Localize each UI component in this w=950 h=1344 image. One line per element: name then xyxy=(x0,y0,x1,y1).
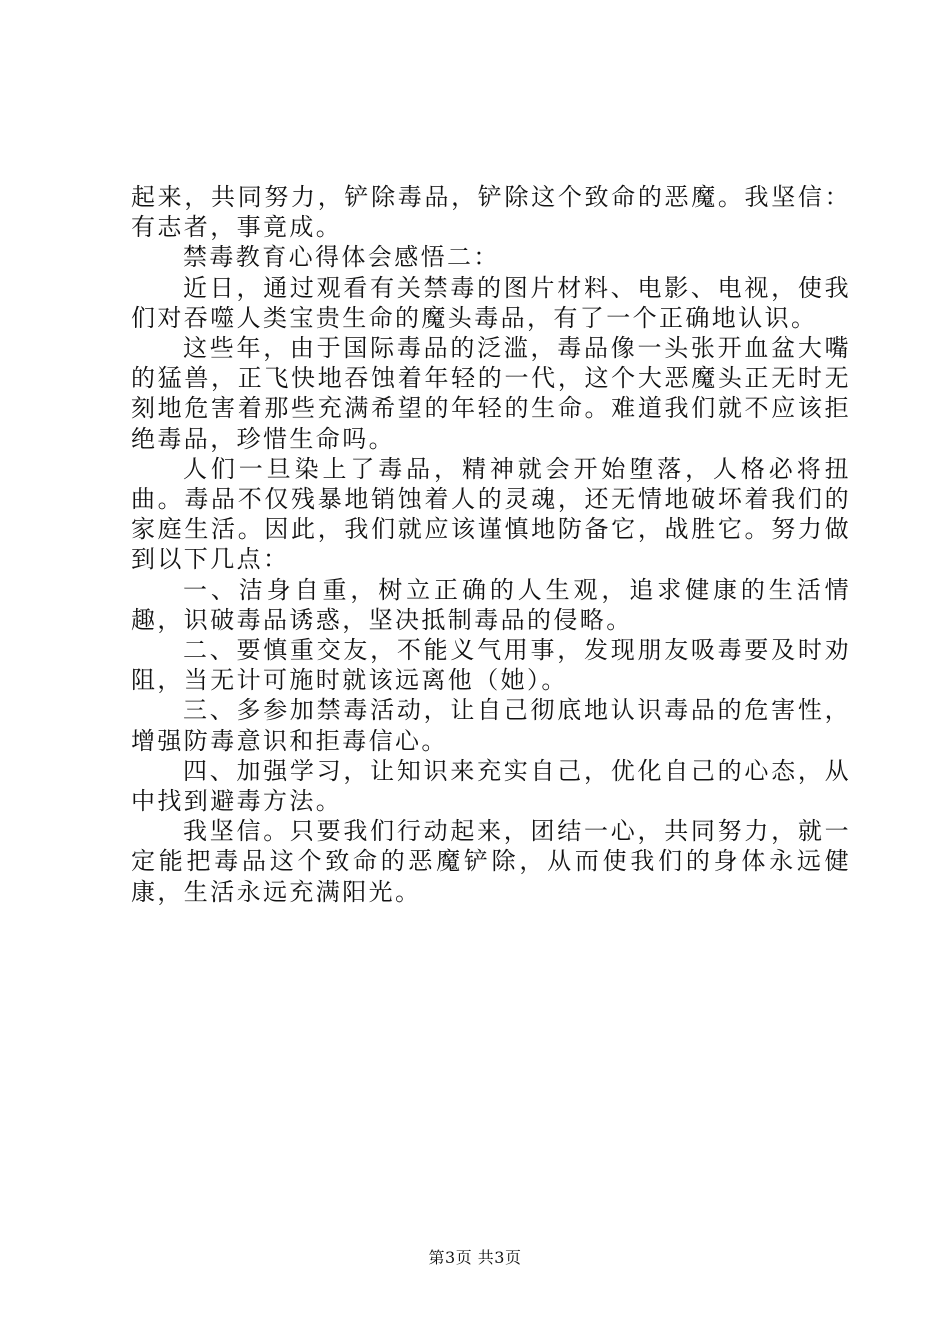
paragraph: 这些年，由于国际毒品的泛滥，毒品像一头张开血盆大嘴的猛兽，正飞快地吞蚀着年轻的一代，这个大恶魔头正无时无刻地危害着那些充满希望的年轻的生命。难道我们就不应该拒绝毒品，珍惜生命吗。 xyxy=(131,334,851,453)
list-item: 一、洁身自重，树立正确的人生观，追求健康的生活情趣，识破毒品诱惑，坚决抵制毒品的侵略。 xyxy=(131,575,851,634)
paragraph-conclusion: 我坚信。只要我们行动起来，团结一心，共同努力，就一定能把毒品这个致命的恶魔铲除，从而使我们的身体永远健康，生活永远充满阳光。 xyxy=(131,817,851,906)
section-heading: 禁毒教育心得体会感悟二： xyxy=(183,243,500,272)
page-number-footer: 第3页 共3页 xyxy=(428,1248,522,1267)
paragraph: 近日，通过观看有关禁毒的图片材料、电影、电视，使我们对吞噬人类宝贵生命的魔头毒品，有了一个正确地认识。 xyxy=(131,273,851,332)
list-item: 二、要慎重交友，不能义气用事，发现朋友吸毒要及时劝阻，当无计可施时就该远离他（她）。 xyxy=(131,636,851,695)
list-item: 三、多参加禁毒活动，让自己彻底地认识毒品的危害性，增强防毒意识和拒毒信心。 xyxy=(131,696,851,755)
paragraph-continuation: 起来，共同努力，铲除毒品，铲除这个致命的恶魔。我坚信：有志者，事竟成。 xyxy=(131,183,851,242)
list-item: 四、加强学习，让知识来充实自己，优化自己的心态，从中找到避毒方法。 xyxy=(131,756,851,816)
paragraph: 人们一旦染上了毒品，精神就会开始堕落，人格必将扭曲。毒品不仅残暴地销蚀着人的灵魂，还无情地破坏着我们的家庭生活。因此，我们就应该谨慎地防备它，战胜它。努力做到以下几点： xyxy=(131,454,851,574)
document-body xyxy=(131,182,851,907)
